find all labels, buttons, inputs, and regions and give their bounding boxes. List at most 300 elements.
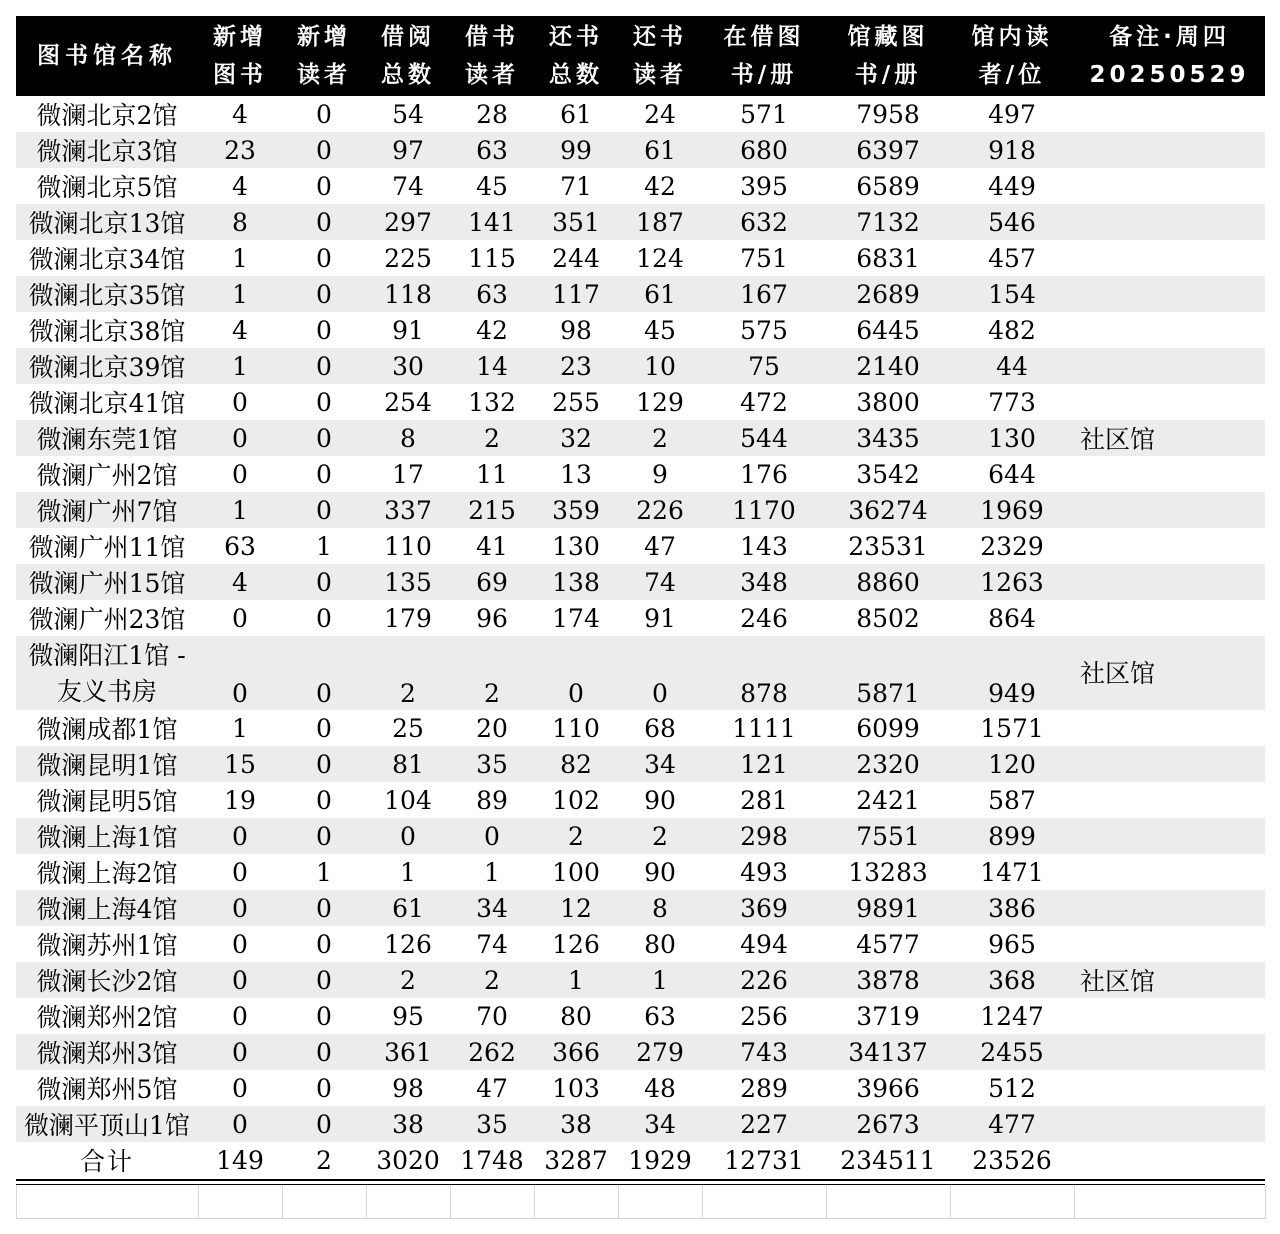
value-cell: 25 (392, 713, 424, 743)
value-cell: 63 (644, 1001, 676, 1031)
value-cell: 110 (384, 531, 432, 561)
table-row (16, 998, 1265, 1034)
value-cell: 141 (450, 204, 534, 240)
value-cell: 3287 (544, 1145, 608, 1175)
library-name-cell: 微澜上海4馆 (16, 890, 198, 926)
value-cell: 117 (534, 276, 618, 312)
remark-cell (1074, 168, 1265, 204)
value-cell: 0 (316, 459, 332, 489)
value-cell: 12731 (724, 1145, 804, 1175)
value-cell: 0 (316, 1001, 332, 1031)
library-name-cell: 微澜北京34馆 (28, 245, 186, 274)
remark-cell (1074, 854, 1265, 890)
value-cell: 0 (316, 785, 332, 815)
library-name-cell: 微澜北京2馆 (36, 101, 178, 130)
remarks-header (1074, 16, 1265, 96)
value-cell: 63 (224, 531, 256, 561)
remark-cell (1074, 132, 1265, 168)
value-cell: 632 (702, 204, 826, 240)
value-cell: 1111 (732, 713, 796, 743)
table-row (16, 1106, 1265, 1142)
value-cell: 81 (366, 746, 450, 782)
header-line: 还书 (633, 24, 687, 50)
value-cell: 0 (198, 636, 282, 710)
value-cell: 3878 (826, 962, 950, 998)
value-cell: 0 (282, 818, 366, 854)
value-cell: 6589 (856, 171, 920, 201)
header-line: 还书 (549, 24, 603, 50)
remark-cell (1074, 746, 1265, 782)
remark-cell (1074, 600, 1265, 636)
value-cell: 61 (560, 99, 592, 129)
value-cell: 369 (702, 890, 826, 926)
value-cell: 3966 (856, 1073, 920, 1103)
header-line: 总数 (381, 62, 435, 88)
column-divider (618, 1185, 619, 1219)
value-cell: 2 (450, 636, 534, 710)
value-cell: 1 (400, 857, 416, 887)
library-name-cell: 微澜平顶山1馆 (16, 1106, 198, 1142)
value-cell: 19 (224, 785, 256, 815)
value-cell: 0 (316, 713, 332, 743)
value-cell: 91 (392, 315, 424, 345)
value-cell: 71 (560, 171, 592, 201)
value-cell: 42 (476, 315, 508, 345)
value-cell: 98 (392, 1073, 424, 1103)
value-cell: 35 (450, 1106, 534, 1142)
table-row (16, 204, 1265, 240)
total-label: 合计 (79, 1147, 134, 1176)
value-cell: 3800 (856, 387, 920, 417)
remark-cell (1074, 384, 1265, 420)
table-row (16, 240, 1265, 276)
value-cell: 38 (366, 1106, 450, 1142)
table-row (16, 420, 1265, 456)
header-line: 馆内读 (971, 24, 1053, 50)
library-name-cell: 微澜广州7馆 (16, 492, 198, 528)
value-cell: 864 (988, 603, 1036, 633)
value-cell: 587 (988, 785, 1036, 815)
value-cell: 482 (988, 315, 1036, 345)
value-cell: 494 (740, 929, 788, 959)
header-line: 读者 (297, 62, 351, 88)
library-name-cell: 微澜广州2馆 (36, 461, 178, 490)
value-cell: 47 (644, 531, 676, 561)
library-name-cell: 微澜北京41馆 (28, 389, 186, 418)
remark-cell (1074, 564, 1265, 600)
remark-cell (1074, 204, 1265, 240)
value-cell: 2329 (980, 531, 1044, 561)
remark-cell (1074, 710, 1265, 746)
value-cell: 8 (618, 890, 702, 926)
value-cell: 17 (392, 459, 424, 489)
value-cell: 44 (950, 348, 1074, 384)
value-cell: 1 (232, 713, 248, 743)
header-line: 备注·周四 (1109, 24, 1230, 50)
library-name-header (16, 16, 198, 96)
value-cell: 120 (950, 746, 1074, 782)
value-cell: 1571 (980, 713, 1044, 743)
column-divider (950, 1185, 951, 1219)
library-name-cell: 微澜北京35馆 (16, 276, 198, 312)
library-name-cell: 微澜广州15馆 (16, 564, 198, 600)
value-cell: 226 (702, 962, 826, 998)
column-divider (282, 1185, 283, 1219)
value-cell: 126 (384, 929, 432, 959)
value-cell: 7958 (856, 99, 920, 129)
value-cell: 2 (618, 420, 702, 456)
table-row (16, 456, 1265, 492)
value-cell: 126 (552, 929, 600, 959)
library-name-cell: 微澜上海2馆 (36, 859, 178, 888)
value-cell: 0 (282, 564, 366, 600)
value-cell: 24 (644, 99, 676, 129)
value-cell: 4577 (856, 929, 920, 959)
value-cell: 0 (232, 603, 248, 633)
value-cell: 174 (552, 603, 600, 633)
value-cell: 0 (282, 746, 366, 782)
remark-cell (1074, 456, 1265, 492)
value-cell: 3435 (826, 420, 950, 456)
value-cell: 0 (198, 1106, 282, 1142)
table-row (16, 1034, 1265, 1070)
value-cell: 255 (552, 387, 600, 417)
value-cell: 7132 (826, 204, 950, 240)
value-cell: 74 (392, 171, 424, 201)
value-cell: 97 (366, 132, 450, 168)
value-cell: 100 (552, 857, 600, 887)
value-cell: 179 (384, 603, 432, 633)
value-cell: 4 (232, 171, 248, 201)
value-cell: 899 (950, 818, 1074, 854)
value-cell: 0 (282, 276, 366, 312)
value-cell: 918 (950, 132, 1074, 168)
value-cell: 965 (988, 929, 1036, 959)
remark-cell (1074, 1034, 1265, 1070)
header-line: 借阅 (381, 24, 435, 50)
value-cell: 61 (366, 890, 450, 926)
value-cell: 348 (702, 564, 826, 600)
value-cell: 1969 (950, 492, 1074, 528)
value-cell: 61 (618, 132, 702, 168)
value-cell: 4 (198, 564, 282, 600)
value-cell: 13 (560, 459, 592, 489)
value-cell: 680 (702, 132, 826, 168)
value-cell: 167 (702, 276, 826, 312)
total-returns-header (534, 16, 618, 96)
value-cell: 546 (950, 204, 1074, 240)
value-cell: 2673 (826, 1106, 950, 1142)
value-cell: 544 (702, 420, 826, 456)
value-cell: 68 (644, 713, 676, 743)
value-cell: 0 (618, 636, 702, 710)
value-cell: 0 (282, 132, 366, 168)
value-cell: 121 (702, 746, 826, 782)
value-cell: 89 (476, 785, 508, 815)
value-cell: 289 (740, 1073, 788, 1103)
header-line: 图书 (213, 62, 267, 88)
library-name-cell: 微澜北京13馆 (16, 204, 198, 240)
value-cell: 23 (198, 132, 282, 168)
remark-cell (1074, 348, 1265, 384)
column-divider (366, 1185, 367, 1219)
value-cell: 743 (702, 1034, 826, 1070)
table-row (16, 564, 1265, 600)
header-row (16, 16, 1265, 96)
value-cell: 104 (384, 785, 432, 815)
table-row (16, 854, 1265, 890)
value-cell: 8 (198, 204, 282, 240)
value-cell: 0 (282, 1034, 366, 1070)
value-cell: 1929 (628, 1145, 692, 1175)
value-cell: 6397 (826, 132, 950, 168)
table-row (16, 132, 1265, 168)
value-cell: 234511 (840, 1145, 936, 1175)
value-cell: 82 (534, 746, 618, 782)
value-cell: 99 (534, 132, 618, 168)
value-cell: 215 (450, 492, 534, 528)
header-line: 图书馆名称 (37, 43, 177, 69)
value-cell: 32 (534, 420, 618, 456)
value-cell: 1 (198, 348, 282, 384)
empty-row (16, 1185, 1265, 1219)
table-row (16, 348, 1265, 384)
remark-cell (1074, 312, 1265, 348)
remark-cell (1074, 890, 1265, 926)
returning-readers-header (618, 16, 702, 96)
value-cell: 472 (740, 387, 788, 417)
value-cell: 138 (534, 564, 618, 600)
value-cell: 2 (450, 962, 534, 998)
value-cell: 0 (232, 459, 248, 489)
value-cell: 2140 (826, 348, 950, 384)
header-line: 馆藏图 (847, 24, 929, 50)
value-cell: 225 (384, 243, 432, 273)
value-cell: 13283 (848, 857, 928, 887)
books-on-loan-header (702, 16, 826, 96)
value-cell: 751 (740, 243, 788, 273)
value-cell: 23 (534, 348, 618, 384)
value-cell: 61 (618, 276, 702, 312)
library-name-cell: 微澜阳江1馆 -友义书房 (16, 636, 198, 710)
remark-cell (1074, 818, 1265, 854)
value-cell: 20 (476, 713, 508, 743)
remark-cell (1074, 276, 1265, 312)
collection-size-header (826, 16, 950, 96)
column-divider (702, 1185, 703, 1219)
value-cell: 0 (282, 348, 366, 384)
value-cell: 90 (644, 785, 676, 815)
value-cell: 34 (618, 1106, 702, 1142)
value-cell: 0 (316, 603, 332, 633)
value-cell: 0 (316, 243, 332, 273)
value-cell: 74 (476, 929, 508, 959)
table-row (16, 782, 1265, 818)
table-row (16, 168, 1265, 204)
value-cell: 47 (476, 1073, 508, 1103)
remark-cell (1074, 96, 1265, 132)
value-cell: 118 (366, 276, 450, 312)
value-cell: 8 (366, 420, 450, 456)
value-cell: 9891 (826, 890, 950, 926)
value-cell: 0 (198, 890, 282, 926)
value-cell: 0 (366, 818, 450, 854)
value-cell: 38 (534, 1106, 618, 1142)
table-row (16, 528, 1265, 564)
value-cell: 143 (740, 531, 788, 561)
value-cell: 3719 (856, 1001, 920, 1031)
table-row (16, 312, 1265, 348)
library-name-cell: 微澜昆明5馆 (36, 787, 178, 816)
value-cell: 48 (644, 1073, 676, 1103)
value-cell: 9 (652, 459, 668, 489)
value-cell: 34137 (826, 1034, 950, 1070)
value-cell: 110 (552, 713, 600, 743)
value-cell: 1748 (460, 1145, 524, 1175)
table-row (16, 890, 1265, 926)
new-readers-header (282, 16, 366, 96)
value-cell: 34 (450, 890, 534, 926)
remark-cell (1074, 782, 1265, 818)
table-row (16, 818, 1265, 854)
value-cell: 154 (950, 276, 1074, 312)
value-cell: 571 (740, 99, 788, 129)
value-cell: 2 (618, 818, 702, 854)
value-cell: 2 (366, 636, 450, 710)
value-cell: 1 (618, 962, 702, 998)
value-cell: 575 (740, 315, 788, 345)
borrowing-readers-header (450, 16, 534, 96)
value-cell: 366 (534, 1034, 618, 1070)
value-cell: 28 (476, 99, 508, 129)
header-line: 读者 (465, 62, 519, 88)
remark-cell: 社区馆 (1074, 962, 1265, 998)
remark-cell (1074, 998, 1265, 1034)
value-cell: 0 (198, 1034, 282, 1070)
value-cell: 1 (198, 492, 282, 528)
value-cell: 361 (366, 1034, 450, 1070)
value-cell: 0 (282, 204, 366, 240)
library-name-cell: 微澜北京3馆 (16, 132, 198, 168)
library-name-cell: 微澜北京5馆 (36, 173, 178, 202)
value-cell: 23531 (848, 531, 928, 561)
value-cell: 0 (232, 1073, 248, 1103)
value-cell: 80 (644, 929, 676, 959)
library-name-cell: 微澜广州11馆 (28, 533, 186, 562)
value-cell: 0 (232, 857, 248, 887)
total-double-rule-top (16, 1179, 1265, 1181)
value-cell: 130 (950, 420, 1074, 456)
value-cell: 0 (282, 962, 366, 998)
library-name-cell: 微澜上海1馆 (16, 818, 198, 854)
value-cell: 2689 (826, 276, 950, 312)
library-name-cell: 微澜郑州3馆 (16, 1034, 198, 1070)
value-cell: 96 (476, 603, 508, 633)
table-row (16, 492, 1265, 528)
library-name-cell: 微澜郑州5馆 (36, 1075, 178, 1104)
value-cell: 0 (534, 636, 618, 710)
value-cell: 2421 (856, 785, 920, 815)
value-cell: 75 (702, 348, 826, 384)
value-cell: 42 (644, 171, 676, 201)
header-line: 总数 (549, 62, 603, 88)
library-name-cell: 微澜郑州2馆 (36, 1003, 178, 1032)
value-cell: 0 (198, 962, 282, 998)
library-stats-table (16, 16, 1265, 1178)
value-cell: 493 (740, 857, 788, 887)
table-row (16, 96, 1265, 132)
value-cell: 130 (552, 531, 600, 561)
value-cell: 0 (282, 420, 366, 456)
header-line: 书/册 (730, 62, 798, 88)
value-cell: 30 (366, 348, 450, 384)
value-cell: 135 (366, 564, 450, 600)
value-cell: 0 (282, 492, 366, 528)
value-cell: 1 (484, 857, 500, 887)
value-cell: 3542 (856, 459, 920, 489)
value-cell: 0 (316, 99, 332, 129)
table-row (16, 962, 1265, 998)
value-cell: 395 (740, 171, 788, 201)
value-cell: 69 (450, 564, 534, 600)
value-cell: 2 (534, 818, 618, 854)
column-divider (450, 1185, 451, 1219)
value-cell: 279 (618, 1034, 702, 1070)
table-row (16, 636, 1265, 710)
table-row (16, 746, 1265, 782)
value-cell: 129 (636, 387, 684, 417)
remark-cell (1074, 926, 1265, 962)
table-row (16, 600, 1265, 636)
value-cell: 281 (740, 785, 788, 815)
value-cell: 512 (988, 1073, 1036, 1103)
header-line: 书/册 (854, 62, 922, 88)
value-cell: 449 (988, 171, 1036, 201)
value-cell: 0 (232, 387, 248, 417)
value-cell: 262 (450, 1034, 534, 1070)
library-name-cell: 微澜北京39馆 (16, 348, 198, 384)
value-cell: 7551 (826, 818, 950, 854)
value-cell: 74 (618, 564, 702, 600)
value-cell: 8860 (826, 564, 950, 600)
value-cell: 254 (384, 387, 432, 417)
remark-cell (1074, 528, 1265, 564)
value-cell: 351 (534, 204, 618, 240)
remark-cell: 社区馆 (1074, 420, 1265, 456)
value-cell: 878 (702, 636, 826, 710)
value-cell: 10 (618, 348, 702, 384)
value-cell: 1 (316, 857, 332, 887)
value-cell: 132 (468, 387, 516, 417)
library-name-cell: 微澜苏州1馆 (36, 931, 178, 960)
value-cell: 80 (560, 1001, 592, 1031)
value-cell: 5871 (826, 636, 950, 710)
value-cell: 0 (316, 929, 332, 959)
value-cell: 227 (702, 1106, 826, 1142)
header-line: 新增 (297, 24, 351, 50)
table-row (16, 926, 1265, 962)
value-cell: 1 (316, 531, 332, 561)
value-cell: 0 (450, 818, 534, 854)
value-cell: 337 (366, 492, 450, 528)
value-cell: 2 (366, 962, 450, 998)
value-cell: 0 (282, 1106, 366, 1142)
header-line: 借书 (465, 24, 519, 50)
value-cell: 2455 (950, 1034, 1074, 1070)
header-line: 读者 (633, 62, 687, 88)
remark-cell (1074, 1106, 1265, 1142)
value-cell: 15 (198, 746, 282, 782)
